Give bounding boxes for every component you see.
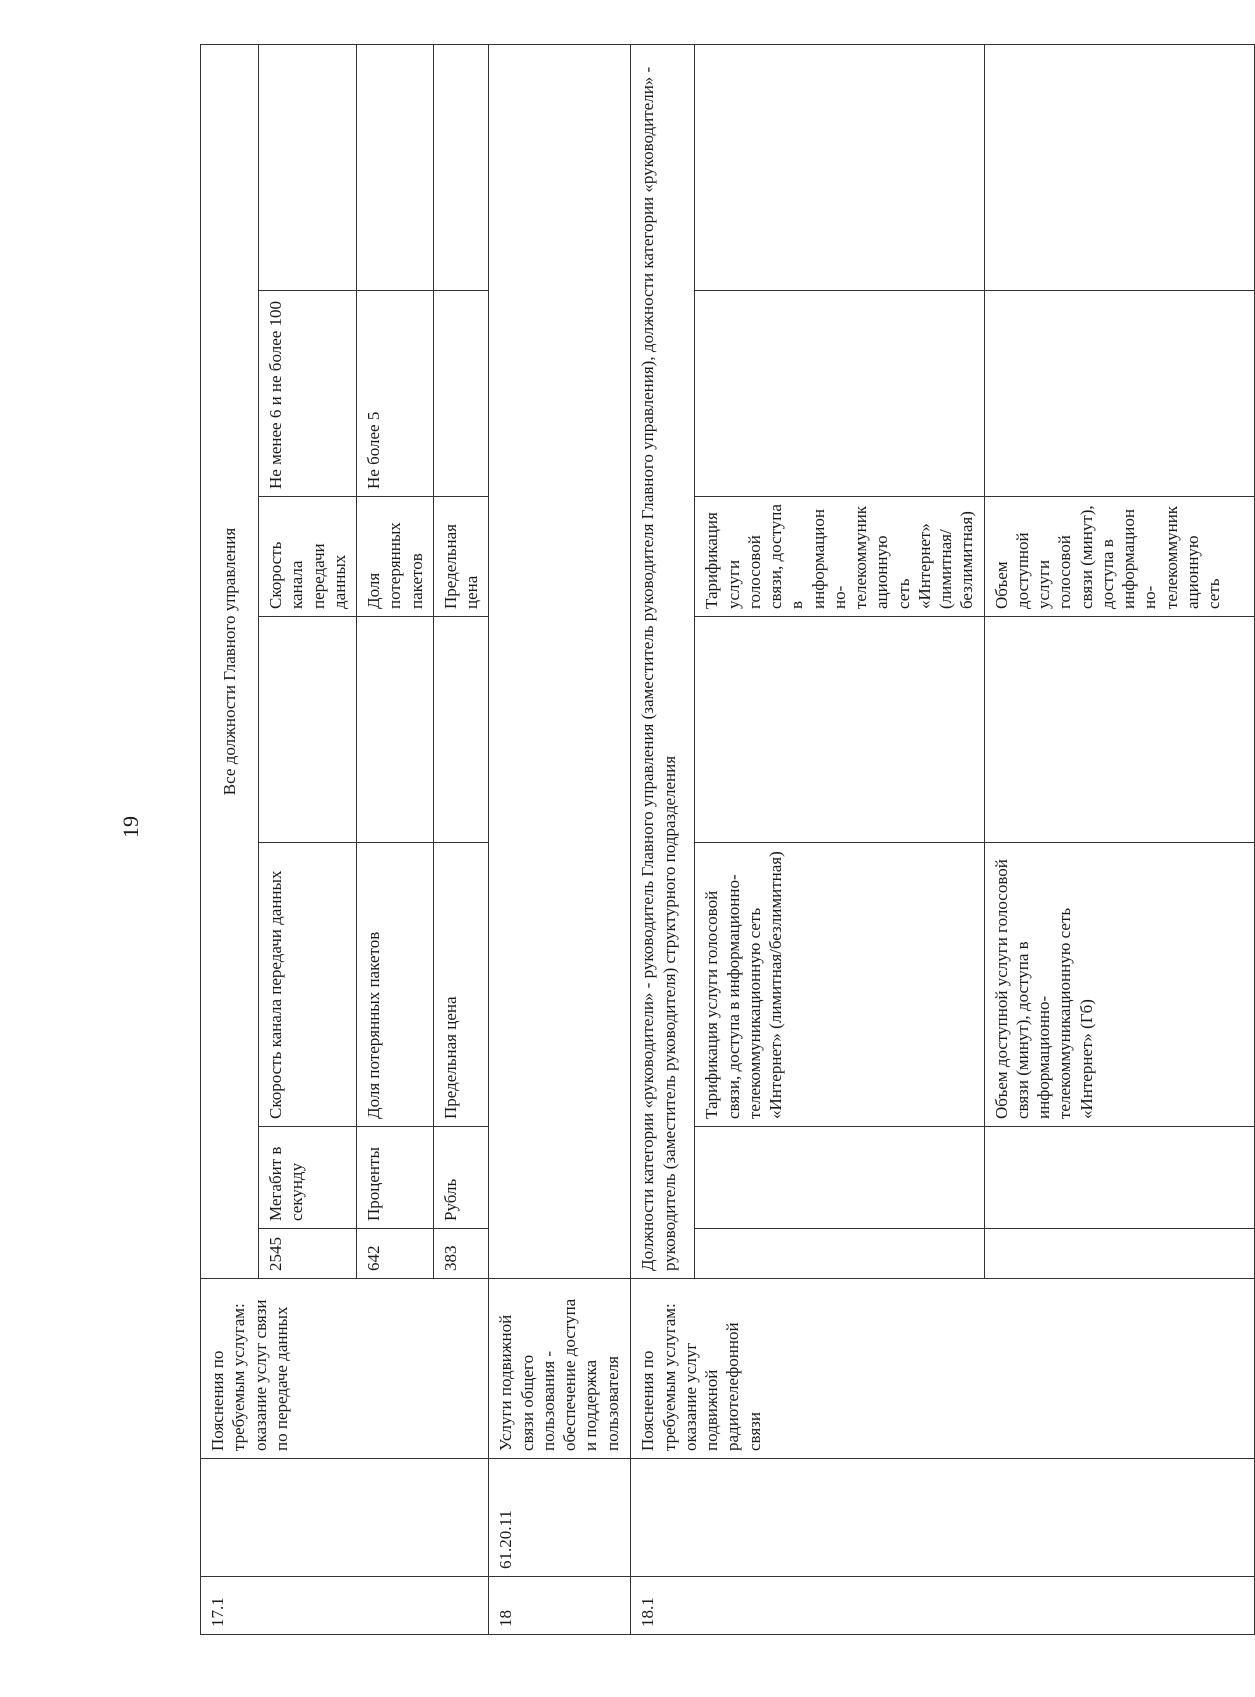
description-cell: Пояснения по требуемым услугам: оказание услуг связи по передаче данных xyxy=(201,1279,489,1459)
row-number-cell: 17.1 xyxy=(201,1577,489,1635)
characteristic-cell: Объем доступной услуги голосовой связи (минут), доступа в информационно-телекоммуникационную сеть «Интернет» (Гб) xyxy=(984,843,1254,1127)
characteristic-cell: Доля потерянных пакетов xyxy=(357,843,434,1127)
all-positions-header: Все должности Главного управления xyxy=(201,44,259,1278)
characteristic-cell: Предельная цена xyxy=(433,843,489,1127)
characteristic-value-cell: Скорость канала передачи данных xyxy=(259,497,357,617)
empty-cell xyxy=(695,44,984,290)
table-row xyxy=(631,44,695,1634)
document-table xyxy=(200,45,1223,1635)
empty-cell xyxy=(357,617,434,843)
description-cell: Пояснения по требуемым услугам: оказание услуг подвижной радиотелефонной связи xyxy=(631,1279,1254,1459)
table-row xyxy=(489,44,631,1634)
characteristic-value-cell: Тарификация услуги голосовой связи, доступа в информационно-телекоммуникационную сеть «Интернет» (лимитная/безлимитная) xyxy=(695,497,984,617)
empty-cell xyxy=(695,617,984,843)
unit-cell xyxy=(695,1127,984,1229)
empty-cell xyxy=(489,44,631,1278)
row-number-cell: 18.1 xyxy=(631,1577,1254,1635)
value-cell xyxy=(433,291,489,497)
unit-cell: Проценты xyxy=(357,1127,434,1229)
value-cell xyxy=(695,291,984,497)
okpd-cell xyxy=(631,1459,1254,1577)
page-number: 19 xyxy=(118,816,143,838)
description-cell: Услуги подвижной связи общего пользования - обеспечение доступа и поддержка пользователя xyxy=(489,1279,631,1459)
code-cell xyxy=(984,1229,1254,1279)
empty-cell xyxy=(357,44,434,290)
characteristic-value-cell: Объем доступной услуги голосовой связи (минут), доступа в информационно-телекоммуникационную сеть xyxy=(984,497,1254,617)
characteristic-value-cell: Доля потерянных пакетов xyxy=(357,497,434,617)
table-row xyxy=(201,44,259,1634)
empty-cell xyxy=(984,44,1254,290)
characteristic-cell: Тарификация услуги голосовой связи, доступа в информационно-телекоммуникационную сеть «Интернет» (лимитная/безлимитная) xyxy=(695,843,984,1127)
unit-cell: Мегабит в секунду xyxy=(259,1127,357,1229)
value-cell xyxy=(984,291,1254,497)
empty-cell xyxy=(259,617,357,843)
code-cell: 383 xyxy=(433,1229,489,1279)
empty-cell xyxy=(984,617,1254,843)
row-number-cell: 18 xyxy=(489,1577,631,1635)
requirements-table xyxy=(200,44,1255,1635)
unit-cell: Рубль xyxy=(433,1127,489,1229)
characteristic-cell: Скорость канала передачи данных xyxy=(259,843,357,1127)
code-cell: 2545 xyxy=(259,1229,357,1279)
code-cell xyxy=(695,1229,984,1279)
value-cell: Не более 5 xyxy=(357,291,434,497)
code-cell: 642 xyxy=(357,1229,434,1279)
empty-cell xyxy=(433,617,489,843)
okpd-cell xyxy=(201,1459,489,1577)
value-cell: Не менее 6 и не более 100 xyxy=(259,291,357,497)
okpd-cell: 61.20.11 xyxy=(489,1459,631,1577)
unit-cell xyxy=(984,1127,1254,1229)
characteristic-value-cell: Предельная цена xyxy=(433,497,489,617)
empty-cell xyxy=(433,44,489,290)
empty-cell xyxy=(259,44,357,290)
category-heading: Должности категории «руководители» - руководитель Главного управления (заместитель руководителя Главного управления), должности категории «руководители» - руководитель (заместитель руководителя) структурного подразделения xyxy=(631,44,695,1278)
